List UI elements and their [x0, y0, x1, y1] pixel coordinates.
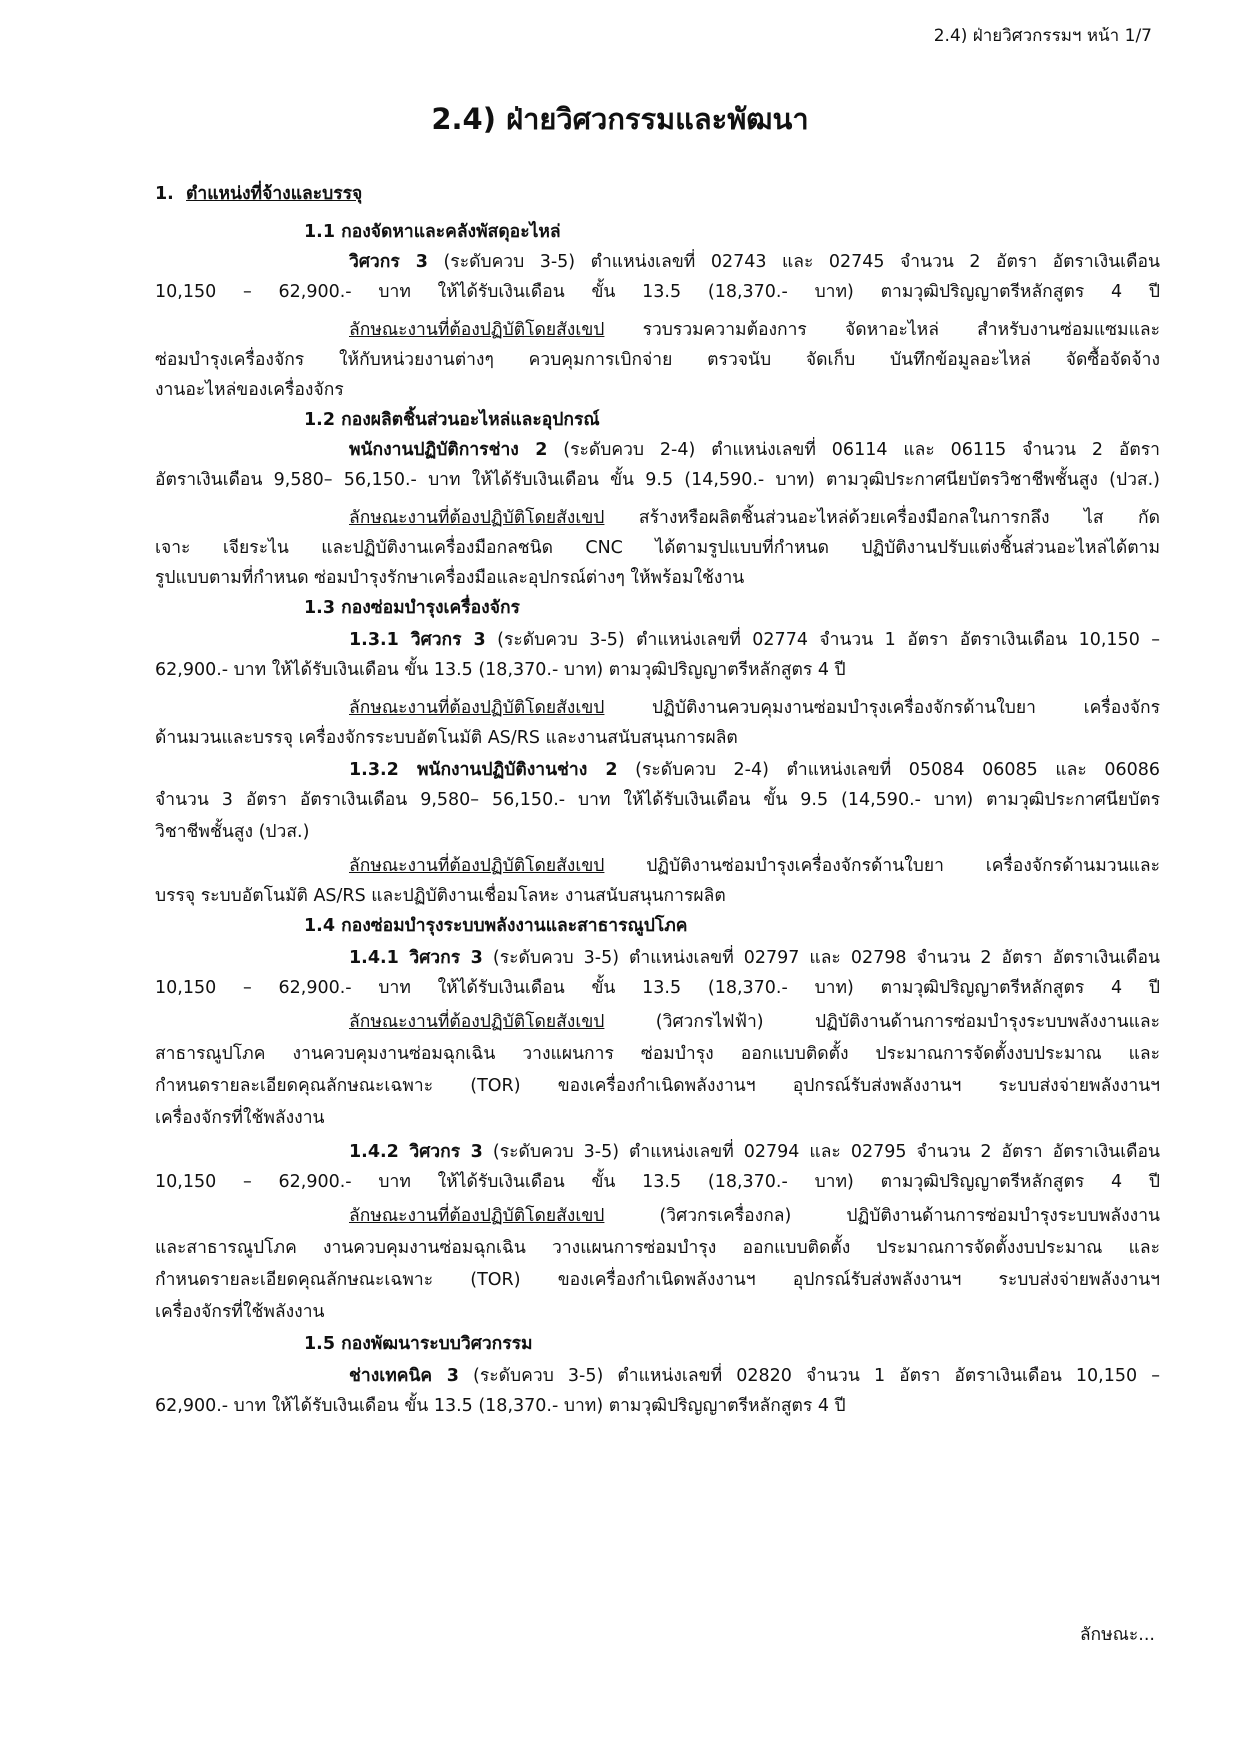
position-detail: (ระดับควบ 3-5) ตำแหน่งเลขที่ 02820 จำนวน 1 อัตรา อัตราเงินเดือน 10,150 –: [458, 1366, 1160, 1386]
subsection-title: 1.2 กองผลิตชิ้นส่วนอะไหล่และอุปกรณ์: [304, 410, 600, 430]
item-number: 1.4.2: [349, 1142, 410, 1162]
subsection-1-3-heading: [304, 590, 1160, 626]
salary-line: วิชาชีพชั้นสูง (ปวส.): [155, 822, 310, 842]
duty-text: เครื่องจักรที่ใช้พลังงาน: [155, 1302, 325, 1322]
duty-text: สร้างหรือผลิตชิ้นส่วนอะไหล่ด้วยเครื่องมือกลในการกลึง ไส กัด: [604, 508, 1160, 528]
duty-label: ลักษณะงานที่ต้องปฏิบัติโดยสังเขป: [349, 508, 605, 528]
salary-line: 10,150 – 62,900.- บาท ให้ได้รับเงินเดือน ขั้น 13.5 (18,370.- บาท) ตามวุฒิปริญญาตรีหลักสูตร 4 ปี: [155, 978, 1160, 998]
duty-text: สาธารณูปโภค งานควบคุมงานซ่อมฉุกเฉิน วางแผนการ ซ่อมบำรุง ออกแบบติดตั้ง ประมาณการจัดตั้งงบประมาณ และ: [155, 1044, 1160, 1064]
duty-label: ลักษณะงานที่ต้องปฏิบัติโดยสังเขป: [349, 320, 605, 340]
position-title: พนักงานปฏิบัติการช่าง 2: [349, 440, 548, 460]
salary-line: 62,900.- บาท ให้ได้รับเงินเดือน ขั้น 13.5 (18,370.- บาท) ตามวุฒิปริญญาตรีหลักสูตร 4 ปี: [155, 660, 846, 680]
position-title: วิศวกร 3: [409, 1142, 483, 1162]
duty-text: กำหนดรายละเอียดคุณลักษณะเฉพาะ (TOR) ของเครื่องกำเนิดพลังงานฯ อุปกรณ์รับส่งพลังงานฯ ระบบส่งจ่ายพลังงานฯ: [155, 1270, 1160, 1290]
position-title: พนักงานปฏิบัติงานช่าง 2: [416, 760, 618, 780]
duty-text: ซ่อมบำรุงเครื่องจักร ให้กับหน่วยงานต่างๆ ควบคุมการเบิกจ่าย ตรวจนับ จัดเก็บ บันทึกข้อมูลอะไหล่ จัดซื้อจัดจ้าง: [155, 350, 1160, 370]
duty-text: (วิศวกรเครื่องกล) ปฏิบัติงานด้านการซ่อมบำรุงระบบพลังงาน: [604, 1206, 1160, 1226]
item-number: 1.4.1: [349, 948, 410, 968]
item-number: 1.3.1: [349, 630, 411, 650]
page-title: 2.4) ฝ่ายวิศวกรรมและพัฒนา: [431, 102, 809, 136]
position-detail: (ระดับควบ 3-5) ตำแหน่งเลขที่ 02774 จำนวน 1 อัตรา อัตราเงินเดือน 10,150 –: [485, 630, 1160, 650]
duty-line: [349, 1004, 1160, 1040]
subsection-title: 1.5 กองพัฒนาระบบวิศวกรรม: [304, 1334, 533, 1354]
salary-line: 10,150 – 62,900.- บาท ให้ได้รับเงินเดือน ขั้น 13.5 (18,370.- บาท) ตามวุฒิปริญญาตรีหลักสูตร 4 ปี: [155, 1172, 1160, 1192]
duty-text: ปฏิบัติงานควบคุมงานซ่อมบำรุงเครื่องจักรด้านใบยา เครื่องจักร: [604, 698, 1160, 718]
duty-text: รวบรวมความต้องการ จัดหาอะไหล่ สำหรับงานซ่อมแซมและ: [604, 320, 1160, 340]
duty-text: และสาธารณูปโภค งานควบคุมงานซ่อมฉุกเฉิน วางแผนการซ่อมบำรุง ออกแบบติดตั้ง ประมาณการจัดตั้งงบประมาณ และ: [155, 1238, 1160, 1258]
position-title: วิศวกร 3: [409, 948, 483, 968]
position-detail: (ระดับควบ 3-5) ตำแหน่งเลขที่ 02797 และ 02798 จำนวน 2 อัตรา อัตราเงินเดือน: [482, 948, 1160, 968]
duty-text: ปฏิบัติงานซ่อมบำรุงเครื่องจักรด้านใบยา เครื่องจักรด้านมวนและ: [604, 856, 1160, 876]
duty-label: ลักษณะงานที่ต้องปฏิบัติโดยสังเขป: [349, 698, 605, 718]
section-title: ตำแหน่งที่จ้างและบรรจุ: [186, 184, 363, 204]
duty-text: (วิศวกรไฟฟ้า) ปฏิบัติงานด้านการซ่อมบำรุงระบบพลังงานและ: [604, 1012, 1160, 1032]
position-title: วิศวกร 3: [349, 252, 428, 272]
position-detail: (ระดับควบ 2-4) ตำแหน่งเลขที่ 05084 06085 และ 06086: [617, 760, 1160, 780]
duty-line: [349, 1198, 1160, 1234]
section-heading: [155, 176, 1160, 212]
position-detail: (ระดับควบ 3-5) ตำแหน่งเลขที่ 02794 และ 02795 จำนวน 2 อัตรา อัตราเงินเดือน: [482, 1142, 1160, 1162]
duty-label: ลักษณะงานที่ต้องปฏิบัติโดยสังเขป: [349, 1206, 605, 1226]
continuation-text: ลักษณะ...: [1079, 1625, 1155, 1645]
subsection-title: 1.1 กองจัดหาและคลังพัสดุอะไหล่: [304, 222, 561, 242]
salary-line: อัตราเงินเดือน 9,580– 56,150.- บาท ให้ได้รับเงินเดือน ขั้น 9.5 (14,590.- บาท) ตามวุฒิประกาศนียบัตรวิชาชีพชั้นสูง (ปวส.): [155, 470, 1160, 490]
page-header: 2.4) ฝ่ายวิศวกรรมฯ หน้า 1/7: [933, 26, 1152, 46]
salary-line: 62,900.- บาท ให้ได้รับเงินเดือน ขั้น 13.5 (18,370.- บาท) ตามวุฒิปริญญาตรีหลักสูตร 4 ปี: [155, 1396, 846, 1416]
duty-text: ด้านมวนและบรรจุ เครื่องจักรระบบอัตโนมัติ AS/RS และงานสนับสนุนการผลิต: [155, 728, 738, 748]
subsection-1-4-heading: [304, 908, 1160, 944]
duty-text: เจาะ เจียระไน และปฏิบัติงานเครื่องมือกลชนิด CNC ได้ตามรูปแบบที่กำหนด ปฏิบัติงานปรับแต่งชิ้นส่วนอะไหล่ได้ตาม: [155, 538, 1160, 558]
duty-text: งานอะไหล่ของเครื่องจักร: [155, 380, 344, 400]
section-number: 1.: [155, 184, 174, 204]
position-detail: (ระดับควบ 2-4) ตำแหน่งเลขที่ 06114 และ 06115 จำนวน 2 อัตรา: [547, 440, 1160, 460]
duty-text: รูปแบบตามที่กำหนด ซ่อมบำรุงรักษาเครื่องมือและอุปกรณ์ต่างๆ ให้พร้อมใช้งาน: [155, 568, 745, 588]
item-number: 1.3.2: [349, 760, 417, 780]
salary-line: 10,150 – 62,900.- บาท ให้ได้รับเงินเดือน ขั้น 13.5 (18,370.- บาท) ตามวุฒิปริญญาตรีหลักสูตร 4 ปี: [155, 282, 1160, 302]
duty-label: ลักษณะงานที่ต้องปฏิบัติโดยสังเขป: [349, 856, 605, 876]
salary-line: จำนวน 3 อัตรา อัตราเงินเดือน 9,580– 56,150.- บาท ให้ได้รับเงินเดือน ขั้น 9.5 (14,590.- บาท) ตามวุฒิประกาศนียบัตร: [155, 790, 1160, 810]
position-title: วิศวกร 3: [410, 630, 486, 650]
duty-text: บรรจุ ระบบอัตโนมัติ AS/RS และปฏิบัติงานเชื่อมโลหะ งานสนับสนุนการผลิต: [155, 886, 726, 906]
duty-text: เครื่องจักรที่ใช้พลังงาน: [155, 1108, 325, 1128]
position-title: ช่างเทคนิค 3: [349, 1366, 459, 1386]
subsection-title: 1.4 กองซ่อมบำรุงระบบพลังงานและสาธารณูปโภค: [304, 916, 688, 936]
subsection-title: 1.3 กองซ่อมบำรุงเครื่องจักร: [304, 598, 520, 618]
duty-text: กำหนดรายละเอียดคุณลักษณะเฉพาะ (TOR) ของเครื่องกำเนิดพลังงานฯ อุปกรณ์รับส่งพลังงานฯ ระบบส่งจ่ายพลังงานฯ: [155, 1076, 1160, 1096]
duty-label: ลักษณะงานที่ต้องปฏิบัติโดยสังเขป: [349, 1012, 605, 1032]
subsection-1-5-heading: [304, 1326, 1160, 1362]
position-detail: (ระดับควบ 3-5) ตำแหน่งเลขที่ 02743 และ 02745 จำนวน 2 อัตรา อัตราเงินเดือน: [427, 252, 1160, 272]
